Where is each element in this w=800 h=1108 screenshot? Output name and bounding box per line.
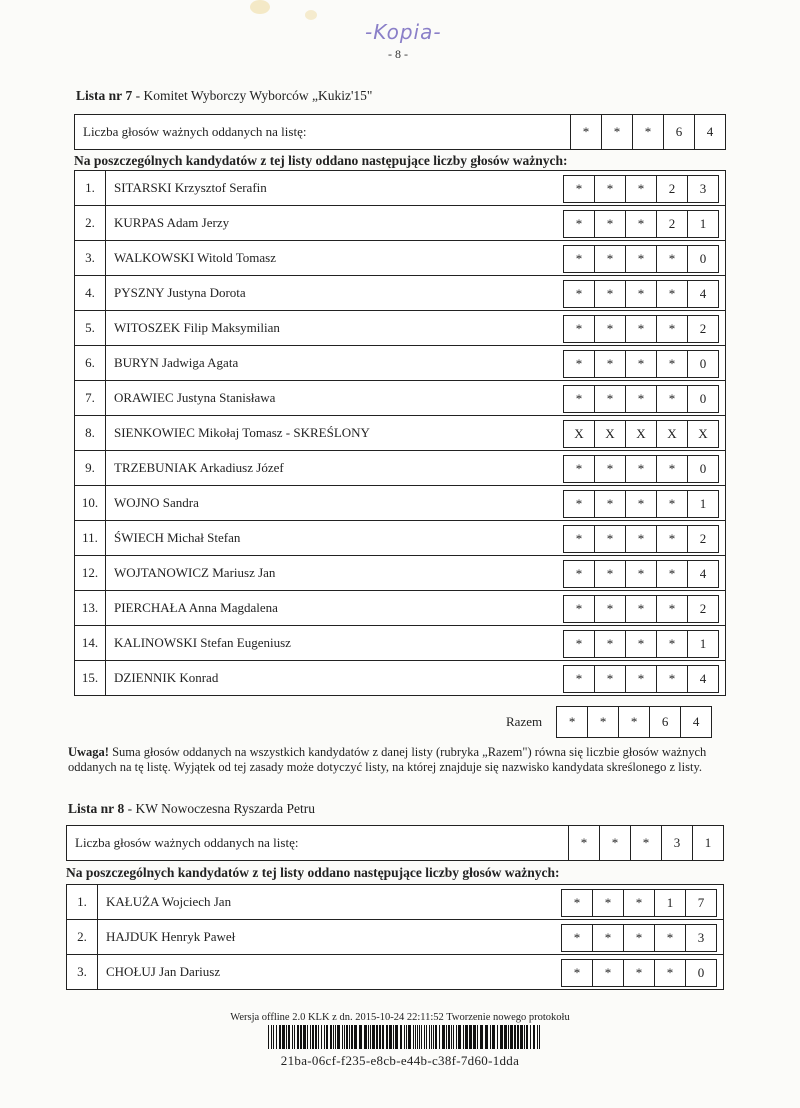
paper-smudge (250, 0, 270, 14)
barcode-bar (421, 1025, 422, 1049)
barcode-bar (271, 1025, 272, 1049)
barcode-bar (469, 1025, 472, 1049)
vote-digit: * (575, 461, 583, 476)
barcode-bar (477, 1025, 478, 1049)
barcode-bar (344, 1025, 345, 1049)
vote-digit: * (594, 596, 625, 622)
barcode-bar (426, 1025, 427, 1049)
candidate-number: 9. (75, 451, 106, 485)
candidate-name: KURPAS Adam Jerzy (114, 215, 230, 230)
barcode-bar (480, 1025, 483, 1049)
vote-cells (563, 595, 719, 623)
vote-digit: 3 (687, 176, 718, 202)
list-7-candidates-header: Na poszczególnych kandydatów z tej listy oddano następujące liczby głosów ważnych: (74, 153, 568, 168)
vote-digit: 1 (687, 631, 718, 657)
vote-digit: * (575, 181, 583, 196)
barcode-bar (490, 1025, 491, 1049)
list-8-heading: Lista nr 8 - KW Nowoczesna Ryszarda Petru (68, 801, 316, 816)
vote-digit: X (625, 421, 656, 447)
vote-digit: * (594, 386, 625, 412)
candidate-row (75, 555, 725, 590)
list-7-total-label: Liczba głosów ważnych oddanych na listę: (83, 124, 307, 139)
barcode-bar (517, 1025, 519, 1049)
vote-digit: X (687, 421, 718, 447)
candidate-row (75, 171, 725, 205)
candidate-row (75, 380, 725, 415)
vote-digit: * (625, 666, 656, 692)
barcode-bar (406, 1025, 407, 1049)
barcode-bar (485, 1025, 488, 1049)
barcode-bar (268, 1025, 269, 1049)
vote-digit: * (625, 491, 656, 517)
barcode-bar (276, 1025, 277, 1049)
candidate-number: 10. (75, 486, 106, 520)
barcode-bar (453, 1025, 454, 1049)
razem-label: Razem (506, 714, 543, 729)
barcode-bar (500, 1025, 503, 1049)
vote-digit: * (625, 351, 656, 377)
candidate-number: 5. (75, 311, 106, 345)
barcode-bar (435, 1025, 437, 1049)
vote-digit: * (623, 925, 654, 951)
barcode-bar (288, 1025, 290, 1049)
vote-digit: * (625, 631, 656, 657)
candidate-number: 8. (75, 416, 106, 450)
vote-cells (561, 889, 717, 917)
vote-digit: * (594, 281, 625, 307)
vote-digit: * (592, 960, 623, 986)
barcode-bar (351, 1025, 353, 1049)
vote-digit: * (594, 561, 625, 587)
barcode-bar (431, 1025, 432, 1049)
vote-digit: * (625, 596, 656, 622)
vote-digit: * (575, 251, 583, 266)
paper-smudge (305, 10, 317, 20)
barcode-bar (321, 1025, 322, 1049)
barcode-bar (386, 1025, 388, 1049)
vote-cells (563, 525, 719, 553)
barcode-bar (349, 1025, 350, 1049)
candidate-name: WOJTANOWICZ Mariusz Jan (114, 565, 276, 580)
vote-digit: * (594, 666, 625, 692)
barcode-bar (448, 1025, 450, 1049)
list-7-heading: Lista nr 7 - Komitet Wyborczy Wyborców „Kukiz'15" (76, 88, 373, 103)
vote-digit: * (592, 925, 623, 951)
vote-digit: * (575, 356, 583, 371)
barcode-bar (393, 1025, 394, 1049)
page-number: - 8 - (388, 47, 408, 61)
vote-digit: X (594, 421, 625, 447)
vote-cells (563, 490, 719, 518)
candidate-row (67, 919, 723, 954)
barcode-bar (429, 1025, 430, 1049)
barcode-bar (294, 1025, 295, 1049)
candidate-number: 3. (67, 955, 98, 989)
barcode-bar (508, 1025, 509, 1049)
razem-cells: * * * 6 4 (556, 706, 712, 738)
barcode-bar (526, 1025, 528, 1049)
list-8-total-label: Liczba głosów ważnych oddanych na listę: (75, 835, 299, 850)
vote-digit: * (573, 895, 581, 910)
barcode-bar (433, 1025, 434, 1049)
vote-digit: * (575, 321, 583, 336)
vote-digit: * (656, 351, 687, 377)
vote-cells (561, 959, 717, 987)
vote-digit: * (623, 960, 654, 986)
barcode-bar (342, 1025, 343, 1049)
vote-cells (563, 630, 719, 658)
candidate-row (75, 415, 725, 450)
vote-digit: * (656, 526, 687, 552)
vote-digit: * (594, 526, 625, 552)
vote-digit: 7 (685, 890, 716, 916)
barcode-bar (510, 1025, 513, 1049)
vote-cells (563, 665, 719, 693)
candidate-row (67, 885, 723, 919)
vote-digit: 1 (687, 491, 718, 517)
barcode-bar (376, 1025, 378, 1049)
vote-digit: * (594, 211, 625, 237)
vote-digit: 1 (654, 890, 685, 916)
barcode-bar (286, 1025, 287, 1049)
candidate-row (75, 205, 725, 240)
barcode-bar (312, 1025, 314, 1049)
barcode-bar (465, 1025, 468, 1049)
vote-digit: * (656, 386, 687, 412)
candidate-number: 12. (75, 556, 106, 590)
vote-digit: 2 (687, 526, 718, 552)
candidate-row (75, 520, 725, 555)
candidate-number: 7. (75, 381, 106, 415)
vote-digit: * (594, 176, 625, 202)
vote-digit: * (625, 526, 656, 552)
candidate-number: 2. (67, 920, 98, 954)
barcode (268, 1025, 540, 1049)
vote-digit: * (656, 456, 687, 482)
list-8-total-cells: * * * 3 1 (568, 826, 723, 860)
vote-cells (563, 245, 719, 273)
candidate-row (75, 485, 725, 520)
candidate-name: DZIENNIK Konrad (114, 670, 219, 685)
candidate-name: BURYN Jadwiga Agata (114, 355, 239, 370)
candidate-number: 11. (75, 521, 106, 555)
barcode-bar (458, 1025, 461, 1049)
barcode-bar (372, 1025, 375, 1049)
candidate-row (75, 345, 725, 380)
barcode-bar (359, 1025, 362, 1049)
vote-digit: * (594, 246, 625, 272)
vote-digit: * (594, 456, 625, 482)
vote-digit: 4 (687, 281, 718, 307)
vote-cells (563, 280, 719, 308)
barcode-bar (408, 1025, 411, 1049)
barcode-bar (330, 1025, 332, 1049)
candidate-number: 1. (67, 885, 98, 919)
candidate-name: ORAWIEC Justyna Stanisława (114, 390, 276, 405)
vote-digit: * (594, 631, 625, 657)
barcode-bar (364, 1025, 367, 1049)
candidate-name: HAJDUK Henryk Paweł (106, 929, 236, 944)
vote-digit: * (654, 925, 685, 951)
barcode-bar (335, 1025, 336, 1049)
copy-stamp: -Kopia- (365, 20, 442, 44)
barcode-bar (413, 1025, 414, 1049)
barcode-bar (318, 1025, 319, 1049)
vote-digit: 2 (656, 176, 687, 202)
barcode-bar (395, 1025, 398, 1049)
barcode-bar (337, 1025, 340, 1049)
barcode-bar (473, 1025, 476, 1049)
vote-digit: * (575, 601, 583, 616)
candidate-number: 14. (75, 626, 106, 660)
candidate-number: 2. (75, 206, 106, 240)
vote-cells (561, 924, 717, 952)
barcode-bar (456, 1025, 457, 1049)
vote-cells (563, 210, 719, 238)
barcode-bar (282, 1025, 285, 1049)
barcode-bar (439, 1025, 440, 1049)
candidate-name: WOJNO Sandra (114, 495, 199, 510)
barcode-bar (273, 1025, 274, 1049)
vote-cells (563, 385, 719, 413)
barcode-bar (326, 1025, 328, 1049)
vote-digit: * (625, 561, 656, 587)
vote-digit: * (592, 890, 623, 916)
barcode-bar (463, 1025, 464, 1049)
list-7-candidates-table (74, 170, 726, 696)
vote-digit: * (623, 890, 654, 916)
vote-digit: * (594, 491, 625, 517)
candidate-row (75, 590, 725, 625)
vote-digit: * (656, 281, 687, 307)
candidate-number: 13. (75, 591, 106, 625)
vote-digit: * (575, 531, 583, 546)
vote-digit: * (625, 281, 656, 307)
barcode-bar (297, 1025, 299, 1049)
candidate-name: SIENKOWIEC Mikołaj Tomasz - SKREŚLONY (114, 425, 370, 440)
candidate-name: KAŁUŻA Wojciech Jan (106, 894, 232, 909)
list-8-candidates-header: Na poszczególnych kandydatów z tej listy oddano następujące liczby głosów ważnych: (66, 865, 560, 880)
barcode-bar (504, 1025, 507, 1049)
barcode-bar (539, 1025, 540, 1049)
list-7-razem-row (506, 706, 712, 738)
barcode-bar (315, 1025, 317, 1049)
barcode-bar (451, 1025, 452, 1049)
barcode-bar (346, 1025, 348, 1049)
list-8-candidates-table (66, 884, 724, 990)
candidate-number: 1. (75, 171, 106, 205)
barcode-bar (292, 1025, 293, 1049)
candidate-row (75, 660, 725, 695)
barcode-bar (368, 1025, 369, 1049)
candidate-row (75, 450, 725, 485)
vote-digit: 3 (685, 925, 716, 951)
barcode-bar (300, 1025, 302, 1049)
vote-digit: * (656, 561, 687, 587)
candidate-row (75, 275, 725, 310)
vote-cells (563, 420, 719, 448)
candidate-name: PIERCHAŁA Anna Magdalena (114, 600, 278, 615)
vote-digit: 4 (687, 666, 718, 692)
barcode-bar (442, 1025, 445, 1049)
vote-digit: 2 (687, 596, 718, 622)
candidate-row (75, 240, 725, 275)
barcode-bar (530, 1025, 531, 1049)
candidate-name: CHOŁUJ Jan Dariusz (106, 964, 221, 979)
candidate-name: SITARSKI Krzysztof Serafin (114, 180, 267, 195)
vote-digit: 2 (656, 211, 687, 237)
barcode-bar (404, 1025, 405, 1049)
barcode-bar (533, 1025, 535, 1049)
vote-digit: * (656, 666, 687, 692)
vote-digit: * (654, 960, 685, 986)
candidate-number: 3. (75, 241, 106, 275)
vote-digit: * (625, 386, 656, 412)
candidate-name: PYSZNY Justyna Dorota (114, 285, 246, 300)
barcode-bar (415, 1025, 416, 1049)
candidate-name: TRZEBUNIAK Arkadiusz Józef (114, 460, 284, 475)
candidate-name: WITOSZEK Filip Maksymilian (114, 320, 280, 335)
vote-digit: * (575, 496, 583, 511)
vote-digit: 2 (687, 316, 718, 342)
vote-digit: * (575, 391, 583, 406)
vote-digit: 4 (687, 561, 718, 587)
candidate-row (75, 625, 725, 660)
vote-digit: * (656, 491, 687, 517)
list-7-total-cells: * * * 6 4 (570, 115, 725, 149)
barcode-bar (307, 1025, 308, 1049)
vote-digit: * (575, 671, 583, 686)
barcode-bar (354, 1025, 357, 1049)
vote-digit: 0 (687, 386, 718, 412)
vote-digit: * (656, 316, 687, 342)
vote-digit: * (625, 246, 656, 272)
vote-digit: * (656, 596, 687, 622)
vote-digit: * (594, 351, 625, 377)
candidate-row (75, 310, 725, 345)
vote-digit: X (574, 426, 584, 441)
candidate-name: KALINOWSKI Stefan Eugeniusz (114, 635, 291, 650)
warning-note: Uwaga! Suma głosów oddanych na wszystkich kandydatów z danej listy (rubryka „Razem") równa się liczbie głosów ważnych oddanych na tę listę. Wyjątek od tej zasady może dotyczyć listy, na której znajduje się nazwisko kandydata skreślonego z listy. (68, 745, 707, 774)
candidate-number: 15. (75, 661, 106, 695)
barcode-bar (492, 1025, 495, 1049)
barcode-bar (537, 1025, 538, 1049)
vote-cells (563, 175, 719, 203)
vote-cells (563, 560, 719, 588)
vote-cells (563, 455, 719, 483)
candidate-name: WALKOWSKI Witold Tomasz (114, 250, 277, 265)
vote-digit: * (656, 631, 687, 657)
vote-digit: * (575, 286, 583, 301)
version-footer: Wersja offline 2.0 KLK z dn. 2015-10-24 22:11:52 Tworzenie nowego protokołu (230, 1012, 570, 1023)
barcode-bar (424, 1025, 425, 1049)
document-hash: 21ba-06cf-f235-e8cb-e44b-c38f-7d60-1dda (280, 1053, 520, 1068)
barcode-bar (400, 1025, 402, 1049)
barcode-bar (446, 1025, 447, 1049)
vote-digit: X (656, 421, 687, 447)
barcode-bar (303, 1025, 306, 1049)
vote-digit: 1 (687, 211, 718, 237)
vote-digit: * (573, 965, 581, 980)
vote-digit: * (625, 316, 656, 342)
vote-digit: * (594, 316, 625, 342)
vote-digit: * (575, 216, 583, 231)
vote-digit: 0 (687, 351, 718, 377)
vote-cells (563, 315, 719, 343)
vote-digit: * (625, 176, 656, 202)
candidate-row (67, 954, 723, 989)
barcode-bar (524, 1025, 525, 1049)
barcode-bar (370, 1025, 371, 1049)
candidate-name: ŚWIECH Michał Stefan (114, 530, 241, 545)
vote-digit: 0 (685, 960, 716, 986)
vote-digit: * (575, 636, 583, 651)
vote-digit: * (575, 566, 583, 581)
vote-digit: * (656, 246, 687, 272)
barcode-bar (417, 1025, 418, 1049)
vote-digit: * (625, 456, 656, 482)
list-7-total-row (74, 114, 726, 150)
list-8-total-row (66, 825, 724, 861)
barcode-bar (514, 1025, 516, 1049)
vote-digit: * (625, 211, 656, 237)
vote-cells (563, 350, 719, 378)
barcode-bar (520, 1025, 523, 1049)
barcode-bar (324, 1025, 325, 1049)
barcode-bar (333, 1025, 334, 1049)
barcode-bar (279, 1025, 281, 1049)
barcode-bar (389, 1025, 392, 1049)
candidate-number: 4. (75, 276, 106, 310)
vote-digit: 0 (687, 456, 718, 482)
barcode-bar (382, 1025, 384, 1049)
vote-digit: * (573, 930, 581, 945)
barcode-bar (419, 1025, 420, 1049)
candidate-number: 6. (75, 346, 106, 380)
barcode-bar (497, 1025, 498, 1049)
barcode-bar (379, 1025, 381, 1049)
barcode-bar (310, 1025, 311, 1049)
vote-digit: 0 (687, 246, 718, 272)
